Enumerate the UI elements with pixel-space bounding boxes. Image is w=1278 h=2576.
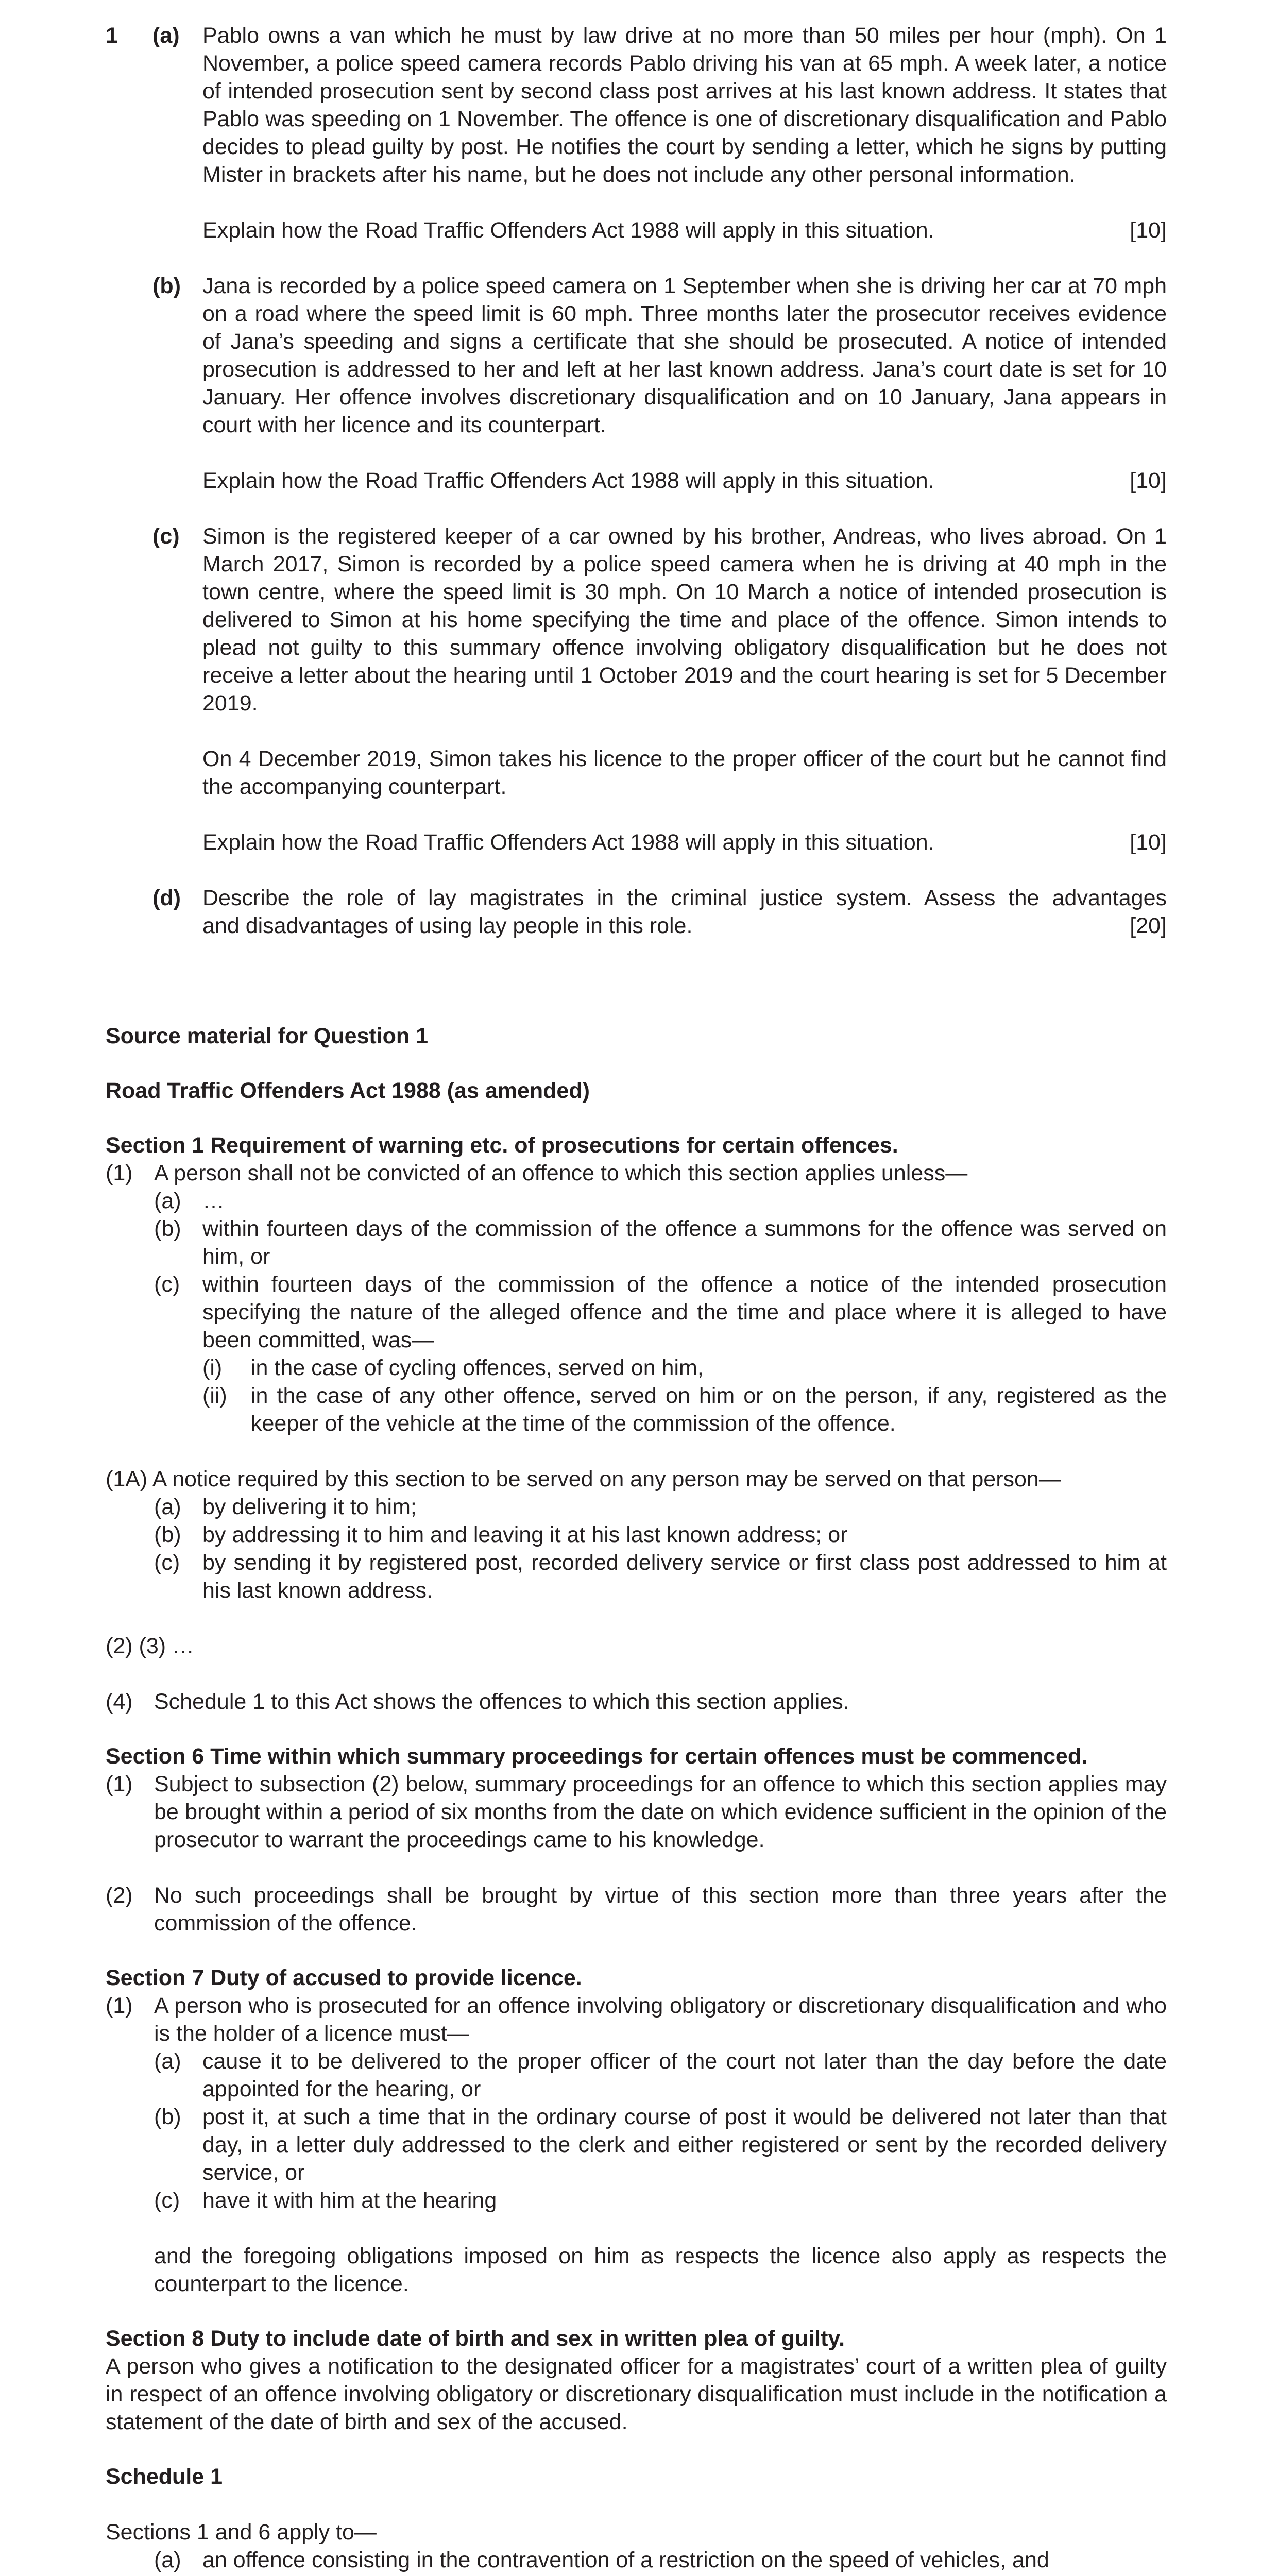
paragraph-item bbox=[106, 1493, 1167, 1521]
section-text: A person who gives a notification to the designated officer for a magistrates’ court of a written plea of guilty in respect of an offence involving obligatory or discretionary disqualification must include in the notification a statement of the date of birth and sex of the accused. bbox=[106, 2354, 1167, 2434]
item-label: (a) bbox=[154, 1495, 181, 1519]
schedule-1 bbox=[106, 2463, 1167, 2576]
subsection-number: (4) bbox=[106, 1689, 133, 1714]
item-text: cause it to be delivered to the proper officer of the court not later than the day before the date appointed for the hearing, or bbox=[202, 2049, 1167, 2102]
item-text: in the case of any other offence, served on him or on the person, if any, registered as the keeper of the vehicle at the time of the commission of the offence. bbox=[251, 1383, 1167, 1436]
item-label: (b) bbox=[154, 1216, 181, 1241]
item-text: within fourteen days of the commission of the offence a summons for the offence was served on him, or bbox=[202, 1216, 1167, 1269]
marks: [20] bbox=[1130, 913, 1167, 938]
item-label bbox=[154, 2574, 181, 2576]
question-1 bbox=[106, 22, 1167, 940]
task-line bbox=[202, 216, 1167, 244]
part-label: (c) bbox=[152, 524, 180, 549]
subsection bbox=[106, 1159, 1167, 1187]
scenario-text: Simon is the registered keeper of a car owned by his brother, Andreas, who lives abroad. On 1 March 2017, Simon is recorded by a police speed camera when he is driving at 40 mph in the town centre, where the speed limit is 30 mph. On 10 March a notice of intended prosecution is delivered to Simon at his home specifying the time and place of the offence. Simon intends to plead not guilty to this summary offence involving obligatory disqualification but he does not receive a letter about the hearing until 1 October 2019 and the court hearing is set for 5 December 2019. bbox=[202, 524, 1167, 716]
item-label: (b) bbox=[154, 2105, 181, 2129]
section-heading: Section 8 Duty to include date of birth and sex in written plea of guilty. bbox=[106, 2326, 845, 2351]
scenario-text: Jana is recorded by a police speed camera on 1 September when she is driving her car at 70 mph on a road where the speed limit is 60 mph. Three months later the prosecutor receives evidence of Jana’s speeding and signs a certificate that she should be prosecuted. A notice of intended prosecution is addressed to her and left at her last known address. Jana’s court date is set for 10 January. Her offence involves discretionary disqualification and on 10 January, Jana appears in court with her licence and its counterpart. bbox=[202, 274, 1167, 437]
item-text: post it, at such a time that in the ordinary course of post it would be delivered not later than that day, in a letter duly addressed to the clerk and either registered or sent by the recorded delivery service, or bbox=[202, 2105, 1167, 2185]
task-text: Describe the role of lay magistrates in the criminal justice system. Assess the advantages bbox=[202, 886, 1167, 910]
item-text: by sending it by registered post, recorded delivery service or first class post addressed to him at his last known address. bbox=[202, 1550, 1167, 1603]
paragraph-item bbox=[106, 2187, 1167, 2214]
item-text: have it with him at the hearing bbox=[202, 2188, 497, 2213]
item-text: in the case of cycling offences, served on him, bbox=[251, 1355, 704, 1380]
paragraph-item bbox=[106, 2103, 1167, 2187]
question-part-d bbox=[106, 884, 1167, 940]
subsection-number: (2) bbox=[106, 1883, 133, 1908]
source-heading: Source material for Question 1 bbox=[106, 1024, 429, 1048]
scenario-text: On 4 December 2019, Simon takes his licence to the proper officer of the court but he cannot find the accompanying counterpart. bbox=[202, 747, 1167, 799]
subsection-number: (1) bbox=[106, 1772, 133, 1797]
subsection-text: A person shall not be convicted of an offence to which this section applies unless— bbox=[154, 1161, 968, 1185]
section-8 bbox=[106, 2325, 1167, 2436]
sub-item bbox=[106, 1354, 1167, 1382]
subsection bbox=[106, 1992, 1167, 2047]
item-text: by delivering it to him; bbox=[202, 1495, 417, 1519]
act-title: Road Traffic Offenders Act 1988 (as amended) bbox=[106, 1078, 590, 1103]
paragraph-item bbox=[106, 1187, 1167, 1215]
subsection-text: A person who is prosecuted for an offence involving obligatory or discretionary disqualification and who is the holder of a licence must— bbox=[154, 1993, 1167, 2046]
subsection-number: (1) bbox=[106, 1161, 133, 1185]
paragraph-item bbox=[106, 1549, 1167, 1604]
item-label: (i) bbox=[202, 1355, 223, 1380]
question-part-c bbox=[106, 522, 1167, 856]
subsection-number: (1) bbox=[106, 1993, 133, 2018]
subsection-tail: and the foregoing obligations imposed on him as respects the licence also apply as respects the counterpart to the licence. bbox=[154, 2244, 1167, 2296]
scenario-text: Pablo owns a van which he must by law drive at no more than 50 miles per hour (mph). On 1 November, a police speed camera records Pablo driving his van at 65 mph. A week later, a notice of intended prosecution sent by second class post arrives at his last known address. It states that Pablo was speeding on 1 November. The offence is one of discretionary disqualification and Pablo decides to plead guilty by post. He notifies the court by sending a letter, which he signs by putting Mister in brackets after his name, but he does not include any other personal information. bbox=[202, 23, 1167, 187]
source-material bbox=[106, 1022, 1167, 2576]
marks: [10] bbox=[1130, 830, 1167, 855]
section-heading: Schedule 1 bbox=[106, 2464, 223, 2489]
subsection-text: Subject to subsection (2) below, summary proceedings for an offence to which this section applies may be brought within a period of six months from the date on which evidence sufficient in the opinion of the prosecutor to warrant the proceedings came to his knowledge. bbox=[154, 1772, 1167, 1852]
item-label: (a) bbox=[154, 2548, 181, 2572]
task-text: and disadvantages of using lay people in this role. bbox=[202, 913, 693, 938]
task-line bbox=[202, 912, 1167, 940]
item-text: an offence consisting in the contravention of a restriction on the speed of vehicles, and bbox=[202, 2548, 1049, 2572]
paragraph-item bbox=[106, 1215, 1167, 1270]
task-text: Explain how the Road Traffic Offenders Act 1988 will apply in this situation. bbox=[202, 468, 934, 493]
subsections-2-3: (2) (3) … bbox=[106, 1634, 194, 1658]
task-text: Explain how the Road Traffic Offenders Act 1988 will apply in this situation. bbox=[202, 830, 934, 855]
subsection-1a: (1A) A notice required by this section to be served on any person may be served on that person— bbox=[106, 1467, 1061, 1492]
paragraph-item bbox=[106, 2574, 1167, 2576]
subsection-text: No such proceedings shall be brought by virtue of this section more than three years after the commission of the offence. bbox=[154, 1883, 1167, 1936]
paragraph-item bbox=[106, 1270, 1167, 1354]
subsection bbox=[106, 1688, 1167, 1716]
paragraph-item bbox=[106, 1521, 1167, 1549]
question-part-a bbox=[106, 22, 1167, 244]
item-label: (c) bbox=[154, 1272, 180, 1297]
item-text: by addressing it to him and leaving it at his last known address; or bbox=[202, 1522, 848, 1547]
item-label: (a) bbox=[154, 1189, 181, 1213]
item-label: (c) bbox=[154, 1550, 180, 1575]
subsection bbox=[106, 1770, 1167, 1854]
item-label: (a) bbox=[154, 2049, 181, 2074]
section-heading: Section 7 Duty of accused to provide licence. bbox=[106, 1965, 582, 1990]
task-line bbox=[202, 467, 1167, 495]
sub-item bbox=[106, 1382, 1167, 1437]
section-7 bbox=[106, 1964, 1167, 2298]
paragraph-item bbox=[106, 2047, 1167, 2103]
section-heading: Section 6 Time within which summary proceedings for certain offences must be commenced. bbox=[106, 1744, 1088, 1769]
item-label: (ii) bbox=[202, 1383, 227, 1408]
task-text: Explain how the Road Traffic Offenders Act 1988 will apply in this situation. bbox=[202, 218, 934, 243]
item-text: within fourteen days of the commission of the offence a notice of the intended prosecution specifying the nature of the alleged offence and the time and place where it is alleged to have been committed, was— bbox=[202, 1272, 1167, 1352]
paragraph-item bbox=[106, 2546, 1167, 2574]
subsection-text: Schedule 1 to this Act shows the offences to which this section applies. bbox=[154, 1689, 849, 1714]
section-6 bbox=[106, 1742, 1167, 1937]
item-text: … bbox=[202, 1189, 225, 1213]
part-label: (d) bbox=[152, 886, 181, 910]
task-line bbox=[202, 828, 1167, 856]
exam-page bbox=[106, 22, 1167, 2576]
section-1 bbox=[106, 1131, 1167, 1716]
question-number: 1 bbox=[106, 23, 118, 48]
item-label: (b) bbox=[154, 1522, 181, 1547]
question-part-b bbox=[106, 272, 1167, 495]
subsection bbox=[106, 1882, 1167, 1937]
section-heading: Section 1 Requirement of warning etc. of prosecutions for certain offences. bbox=[106, 1133, 898, 1158]
marks: [10] bbox=[1130, 218, 1167, 243]
part-label: (b) bbox=[152, 274, 181, 298]
part-label: (a) bbox=[152, 23, 180, 48]
schedule-intro: Sections 1 and 6 apply to— bbox=[106, 2520, 377, 2545]
marks: [10] bbox=[1130, 468, 1167, 493]
item-label: (c) bbox=[154, 2188, 180, 2213]
